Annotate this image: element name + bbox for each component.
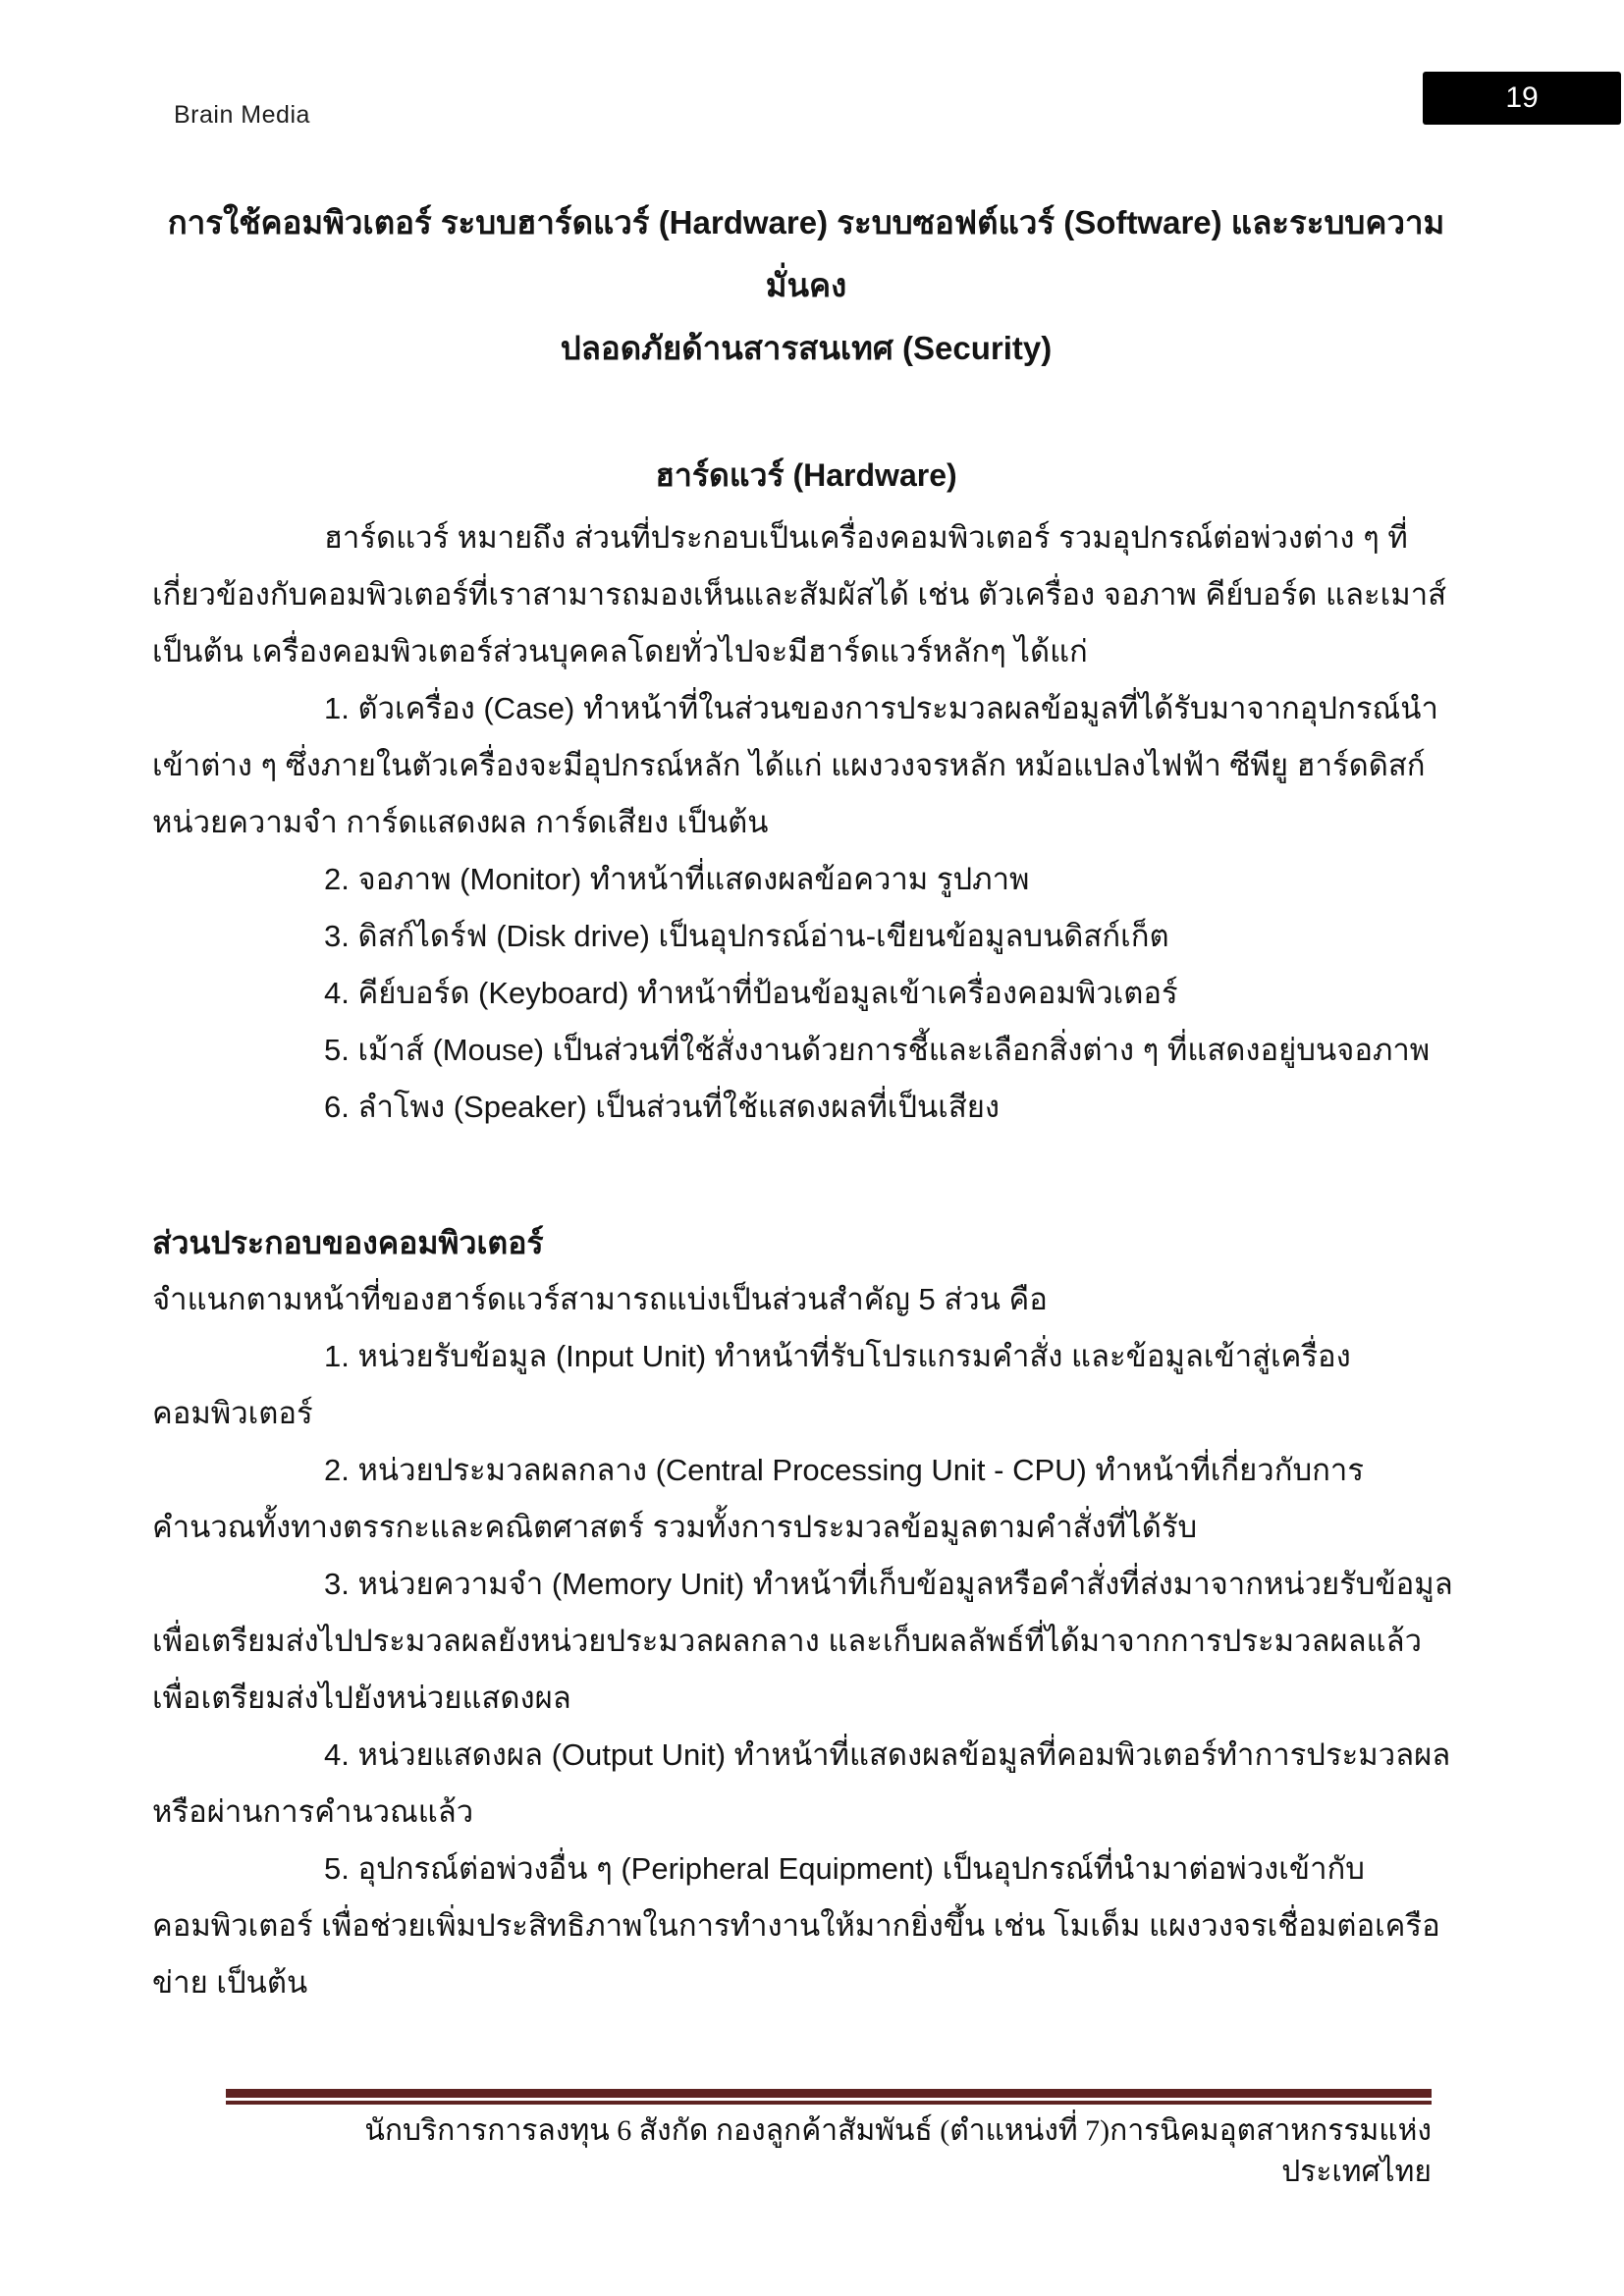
- document-title-line-1: การใช้คอมพิวเตอร์ ระบบฮาร์ดแวร์ (Hardware) ระบบซอฟต์แวร์ (Software) และระบบความมั่นคง: [167, 204, 1445, 303]
- hardware-list-item-6: 6. ลำโพง (Speaker) เป็นส่วนที่ใช้แสดงผลที่เป็นเสียง: [324, 1090, 1001, 1124]
- section-heading-components: ส่วนประกอบของคอมพิวเตอร์: [152, 1225, 544, 1260]
- footer-text: นักบริการการลงทุน 6 สังกัด กองลูกค้าสัมพันธ์ (ตำแหน่งที่ 7)การนิคมอุตสาหกรรมแห่งประเทศไทย: [364, 2114, 1432, 2188]
- components-list-item-1: 1. หน่วยรับข้อมูล (Input Unit) ทำหน้าที่รับโปรแกรมคำสั่ง และข้อมูลเข้าสู่เครื่องคอมพิวเตอร์: [152, 1339, 1351, 1430]
- section-heading-hardware: ฮาร์ดแวร์ (Hardware): [655, 457, 957, 493]
- brand-label: Brain Media: [174, 101, 310, 129]
- page-number-badge: [1423, 72, 1621, 125]
- components-list-item-3: 3. หน่วยความจำ (Memory Unit) ทำหน้าที่เก็บข้อมูลหรือคำสั่งที่ส่งมาจากหน่วยรับข้อมูล เพื่อเตรียมส่งไปประมวลผลยังหน่วยประมวลผลกลาง และเก็บผลลัพธ์ที่ได้มาจากการประมวลผลแล้วเพื่อเตรียมส่งไปยังหน่วยแสดงผล: [152, 1567, 1453, 1715]
- document-title-line-2: ปลอดภัยด้านสารสนเทศ (Security): [560, 330, 1053, 366]
- components-intro-paragraph: จำแนกตามหน้าที่ของฮาร์ดแวร์สามารถแบ่งเป็นส่วนสำคัญ 5 ส่วน คือ: [152, 1282, 1048, 1316]
- page-number: 19: [1505, 81, 1539, 114]
- hardware-list-item-3: 3. ดิสก์ไดร์ฟ (Disk drive) เป็นอุปกรณ์อ่าน-เขียนข้อมูลบนดิสก์เก็ต: [324, 919, 1169, 953]
- hardware-list-item-5: 5. เม้าส์ (Mouse) เป็นส่วนที่ใช้สั่งงานด้วยการชี้และเลือกสิ่งต่าง ๆ ที่แสดงอยู่บนจอภาพ: [324, 1033, 1431, 1067]
- hardware-intro-paragraph: ฮาร์ดแวร์ หมายถึง ส่วนที่ประกอบเป็นเครื่องคอมพิวเตอร์ รวมอุปกรณ์ต่อพ่วงต่าง ๆ ที่เกี่ยวข้องกับคอมพิวเตอร์ที่เราสามารถมองเห็นและสัมผัสได้ เช่น ตัวเครื่อง จอภาพ คีย์บอร์ด และเมาส์ เป็นต้น เครื่องคอมพิวเตอร์ส่วนบุคคลโดยทั่วไปจะมีฮาร์ดแวร์หลักๆ ได้แก่: [152, 520, 1447, 668]
- document-body: [152, 191, 1460, 2011]
- components-list-item-4: 4. หน่วยแสดงผล (Output Unit) ทำหน้าที่แสดงผลข้อมูลที่คอมพิวเตอร์ทำการประมวลผล หรือผ่านการคำนวณแล้ว: [152, 1737, 1451, 1829]
- hardware-list-item-1: 1. ตัวเครื่อง (Case) ทำหน้าที่ในส่วนของการประมวลผลข้อมูลที่ได้รับมาจากอุปกรณ์นำเข้าต่าง ๆ ซึ่งภายในตัวเครื่องจะมีอุปกรณ์หลัก ได้แก่ แผงวงจรหลัก หม้อแปลงไฟฟ้า ซีพียู ฮาร์ดดิสก์ หน่วยความจำ การ์ดแสดงผล การ์ดเสียง เป็นต้น: [152, 691, 1438, 839]
- hardware-list-item-4: 4. คีย์บอร์ด (Keyboard) ทำหน้าที่ป้อนข้อมูลเข้าเครื่องคอมพิวเตอร์: [324, 976, 1178, 1010]
- components-list-item-5: 5. อุปกรณ์ต่อพ่วงอื่น ๆ (Peripheral Equipment) เป็นอุปกรณ์ที่นำมาต่อพ่วงเข้ากับคอมพิวเตอร์ เพื่อช่วยเพิ่มประสิทธิภาพในการทำงานให้มากยิ่งขึ้น เช่น โมเด็ม แผงวงจรเชื่อมต่อเครือข่าย เป็นต้น: [152, 1851, 1440, 2000]
- footer-divider-rule: [226, 2089, 1432, 2105]
- components-list-item-2: 2. หน่วยประมวลผลกลาง (Central Processing Unit - CPU) ทำหน้าที่เกี่ยวกับการคำนวณทั้งทางตรรกะและคณิตศาสตร์ รวมทั้งการประมวลข้อมูลตามคำสั่งที่ได้รับ: [152, 1453, 1364, 1544]
- hardware-list-item-2: 2. จอภาพ (Monitor) ทำหน้าที่แสดงผลข้อความ รูปภาพ: [324, 862, 1030, 896]
